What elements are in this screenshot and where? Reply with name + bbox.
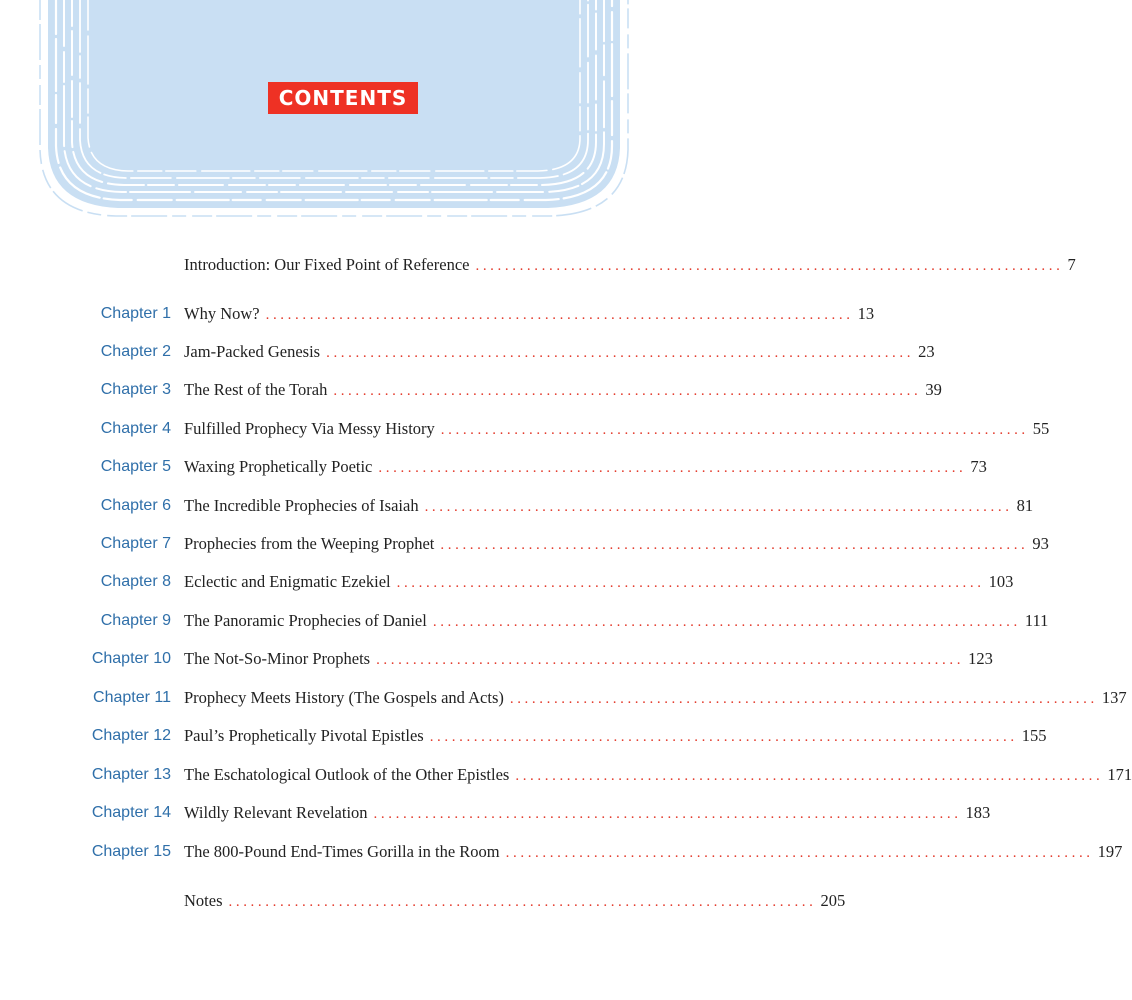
page-number: 23	[918, 342, 935, 361]
page-number: 183	[965, 803, 991, 822]
entry-title: The Not-So-Minor Prophets	[184, 649, 371, 668]
entry-title: Prophecies from the Weeping Prophet	[184, 534, 435, 553]
entry-title: Wildly Relevant Revelation	[184, 803, 368, 822]
page-number: 55	[1032, 419, 1050, 438]
entry-title: The Rest of the Torah	[184, 380, 328, 399]
toc-entry	[0, 301, 875, 327]
toc-entry	[0, 762, 1132, 788]
toc-entry	[0, 839, 1123, 865]
dot-leader: ................................................................................	[429, 729, 1018, 745]
entry-title: Fulfilled Prophecy Via Messy History	[184, 419, 435, 438]
dot-leader: ................................................................................	[440, 537, 1029, 553]
page-number: 93	[1032, 534, 1049, 553]
dot-leader: ................................................................................	[333, 383, 922, 399]
entry-title: Paul’s Prophetically Pivotal Epistles	[184, 726, 424, 745]
dot-leader: ................................................................................	[509, 691, 1098, 707]
chapter-label: Chapter 9	[100, 612, 171, 629]
dot-leader: ................................................................................	[326, 345, 915, 361]
chapter-label: Chapter 10	[91, 650, 171, 667]
page-number: 123	[968, 649, 993, 668]
page-number: 111	[1024, 611, 1049, 630]
entry-title: Why Now?	[184, 304, 260, 323]
chapter-label: Chapter 1	[100, 305, 171, 322]
dot-leader: ................................................................................	[475, 258, 1064, 274]
toc-entry	[0, 493, 1034, 519]
chapter-label: Chapter 15	[91, 843, 171, 860]
page-number: 205	[820, 891, 846, 910]
chapter-label: Chapter 4	[100, 420, 171, 437]
toc-entry	[0, 252, 1076, 278]
toc-entry	[0, 685, 1127, 711]
entry-title: Eclectic and Enigmatic Ezekiel	[184, 572, 391, 591]
chapter-label: Chapter 14	[91, 804, 171, 821]
entry-title: The Incredible Prophecies of Isaiah	[184, 496, 419, 515]
chapter-label: Chapter 6	[100, 497, 171, 514]
toc-entry	[0, 646, 993, 672]
dot-leader: ................................................................................	[515, 768, 1104, 784]
page-number: 171	[1107, 765, 1132, 784]
dot-leader: ................................................................................	[432, 614, 1021, 630]
toc-entry	[0, 608, 1049, 634]
toc-entry	[0, 723, 1047, 749]
entry-title: Waxing Prophetically Poetic	[184, 457, 373, 476]
chapter-label: Chapter 5	[100, 458, 171, 475]
toc-entry	[0, 800, 991, 826]
entry-title: The Panoramic Prophecies of Daniel	[184, 611, 427, 630]
chapter-label: Chapter 8	[100, 573, 171, 590]
page-number: 81	[1016, 496, 1034, 515]
dot-leader: ................................................................................	[378, 460, 967, 476]
entry-title: Notes	[184, 891, 223, 910]
dot-leader: ................................................................................	[505, 845, 1094, 861]
page-number: 197	[1097, 842, 1123, 861]
toc-entry	[0, 569, 1014, 595]
toc-entry	[0, 888, 846, 914]
entry-title: Jam-Packed Genesis	[184, 342, 321, 361]
entry-title: Prophecy Meets History (The Gospels and Acts)	[184, 688, 504, 707]
toc-entry	[0, 339, 935, 365]
dot-leader: ................................................................................	[376, 652, 965, 668]
page-number: 155	[1021, 726, 1047, 745]
dot-leader: ................................................................................	[228, 894, 817, 910]
chapter-label: Chapter 11	[93, 689, 171, 706]
toc-entry	[0, 454, 987, 480]
page-number: 103	[988, 572, 1014, 591]
entry-title: Introduction: Our Fixed Point of Reference	[184, 255, 470, 274]
toc-entry	[0, 531, 1049, 557]
chapter-label: Chapter 3	[100, 381, 171, 398]
toc-entry	[0, 377, 942, 403]
dot-leader: ................................................................................	[373, 806, 962, 822]
dot-leader: ................................................................................	[396, 575, 985, 591]
page-number: 73	[970, 457, 987, 476]
entry-title: The 800-Pound End-Times Gorilla in the Room	[184, 842, 500, 861]
page-number: 39	[925, 380, 942, 399]
toc-entry	[0, 416, 1050, 442]
dot-leader: ................................................................................	[440, 422, 1029, 438]
chapter-label: Chapter 13	[91, 766, 171, 783]
page-number: 13	[857, 304, 875, 323]
entry-title: The Eschatological Outlook of the Other Epistles	[184, 765, 510, 784]
page-number: 7	[1067, 255, 1076, 274]
chapter-label: Chapter 2	[100, 343, 171, 360]
page-number: 137	[1101, 688, 1127, 707]
contents-heading: CONTENTS	[268, 82, 418, 114]
chapter-label: Chapter 7	[100, 535, 171, 552]
chapter-label: Chapter 12	[91, 727, 171, 744]
dot-leader: ................................................................................	[424, 499, 1013, 515]
dot-leader: ................................................................................	[265, 307, 854, 323]
